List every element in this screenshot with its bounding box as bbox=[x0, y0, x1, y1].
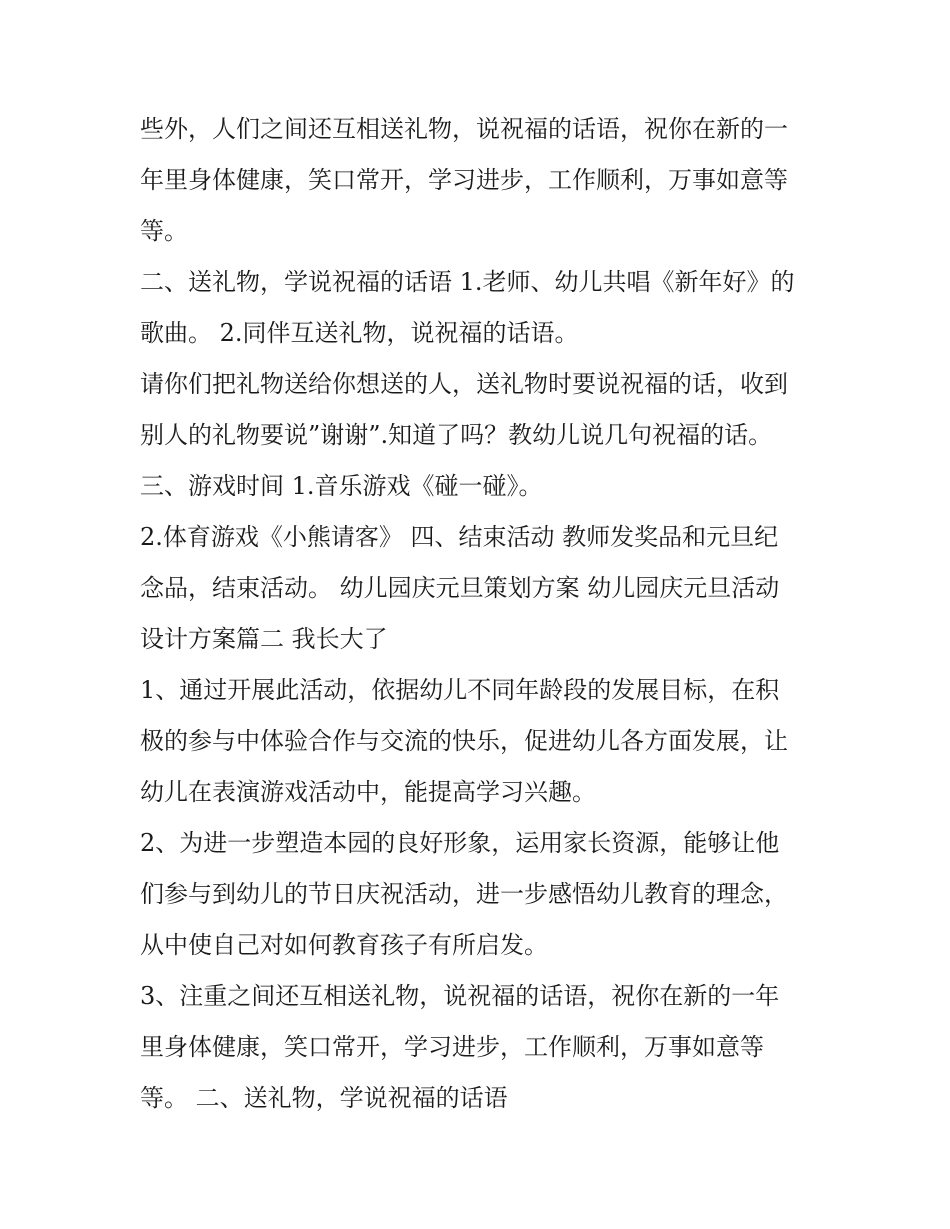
text-line: 们参与到幼儿的节日庆祝活动，进一步感悟幼儿教育的理念， bbox=[140, 880, 788, 908]
paragraph-6 bbox=[140, 665, 820, 818]
text-line: 三、游戏时间 1.音乐游戏《碰一碰》。 bbox=[140, 472, 543, 500]
paragraph-5 bbox=[140, 512, 820, 665]
document-body bbox=[140, 104, 820, 1124]
text-line: 歌曲。 2.同伴互送礼物，说祝福的话语。 bbox=[140, 319, 579, 347]
text-line: 别人的礼物要说”谢谢”.知道了吗？教幼儿说几句祝福的话。 bbox=[140, 421, 773, 449]
text-line: 从中使自己对如何教育孩子有所启发。 bbox=[140, 931, 548, 959]
text-line: 请你们把礼物送给你想送的人，送礼物时要说祝福的话，收到 bbox=[140, 370, 788, 398]
paragraph-3 bbox=[140, 359, 820, 461]
text-line: 1、通过开展此活动，依据幼儿不同年龄段的发展目标，在积 bbox=[140, 676, 780, 704]
text-line: 设计方案篇二 我长大了 bbox=[140, 625, 388, 653]
text-line: 极的参与中体验合作与交流的快乐，促进幼儿各方面发展，让 bbox=[140, 727, 788, 755]
text-line: 等。 二、送礼物，学说祝福的话语 bbox=[140, 1084, 508, 1112]
text-line: 念品，结束活动。 幼儿园庆元旦策划方案 幼儿园庆元旦活动 bbox=[140, 574, 780, 602]
text-line: 等。 bbox=[140, 217, 188, 245]
text-line: 幼儿在表演游戏活动中，能提高学习兴趣。 bbox=[140, 778, 596, 806]
text-line: 年里身体健康，笑口常开，学习进步，工作顺利，万事如意等 bbox=[140, 166, 788, 194]
paragraph-1 bbox=[140, 104, 820, 257]
text-line: 2.体育游戏《小熊请客》 四、结束活动 教师发奖品和元旦纪 bbox=[140, 523, 779, 551]
text-line: 里身体健康，笑口常开，学习进步，工作顺利，万事如意等 bbox=[140, 1033, 764, 1061]
text-line: 3、注重之间还互相送礼物，说祝福的话语，祝你在新的一年 bbox=[140, 982, 780, 1010]
paragraph-8 bbox=[140, 971, 820, 1124]
paragraph-2 bbox=[140, 257, 820, 359]
text-line: 些外，人们之间还互相送礼物，说祝福的话语，祝你在新的一 bbox=[140, 115, 788, 143]
text-line: 二、送礼物，学说祝福的话语 1.老师、幼儿共唱《新年好》的 bbox=[140, 268, 795, 296]
paragraph-4 bbox=[140, 461, 820, 512]
paragraph-7 bbox=[140, 818, 820, 971]
text-line: 2、为进一步塑造本园的良好形象，运用家长资源，能够让他 bbox=[140, 829, 780, 857]
